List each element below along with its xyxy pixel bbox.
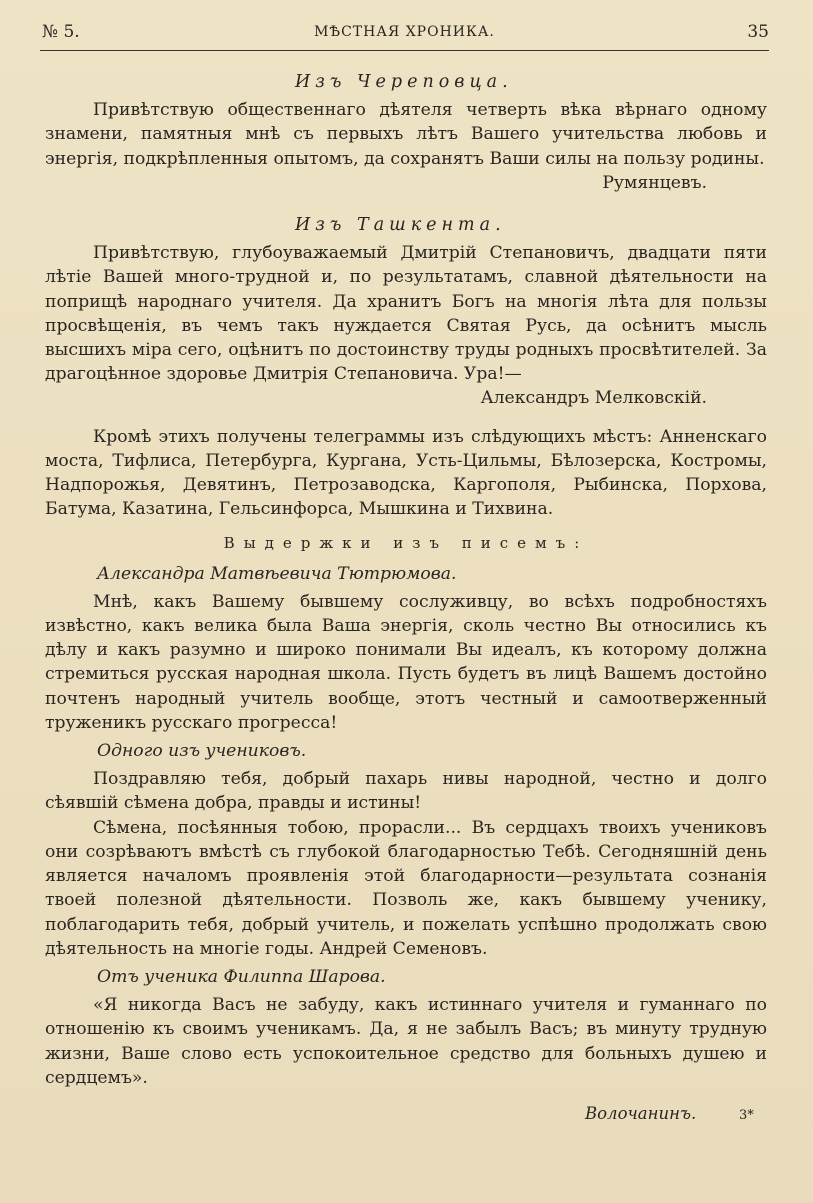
article-body [45,66,767,1090]
subheading-student: Одного изъ учениковъ. [97,741,307,762]
paragraph-sharov: «Я никогда Васъ не забуду, какъ истиннаго учителя и гуманнаго по отношенію къ своимъ ученикамъ. Да, я не забылъ Васъ; въ минуту трудную жизни, Ваше слово есть успокоительное средство для больныхъ душею и сердцемъ». [45,995,767,1088]
signature-mark: 3* [739,1108,754,1123]
paragraph-student-2: Сѣмена, посѣянныя тобою, прорасли... Въ сердцахъ твоихъ учениковъ они созрѣваютъ вмѣстѣ съ глубокой благодарностью Тебѣ. Сегодняшній день является началомъ проявленія этой благодарности—результата сознанія твоей полезной дѣятельности. Позволь же, какъ бывшему ученику, поблагодарить тебя, добрый учитель, и пожелать успѣшно продолжать свою дѣятельность на многіе годы. Андрей Семеновъ. [45,817,767,959]
title-cherepovets: Изъ Череповца. [295,72,513,92]
paragraph-tashkent: Привѣтствую, глубоуважаемый Дмитрій Степановичъ, двадцати пяти лѣтіе Вашей много-трудной и, по результатамъ, славной дѣятельности на поприщѣ народнаго учителя. Да хранитъ Богъ на многія лѣта для пользы просвѣщенія, въ чемъ такъ нуждается Святая Русь, да осѣнитъ мысль высшихъ міра сего, оцѣнитъ по достоинству труды родныхъ просвѣтителей. За драгоцѣнное здоровье Дмитрія Степановича. Ура!— [45,243,767,385]
paragraph-cherepovets: Привѣтствую общественнаго дѣятеля четверть вѣка вѣрнаго одному знамени, памятныя мнѣ съ первыхъ лѣтъ Вашего учительства любовь и энергія, подкрѣпленныя опытомъ, да сохранятъ Ваши силы на пользу родины. [45,100,767,169]
heading-letter-extracts: Выдержки изъ писемъ: [223,534,589,553]
title-tashkent: Изъ Ташкента. [295,215,506,236]
page-header [40,22,769,50]
paragraph-tyutryumov: Мнѣ, какъ Вашему бывшему сослуживцу, во всѣхъ подробностяхъ извѣстно, какъ велика была Ваша энергія, сколь честно Вы относились къ дѣлу и какъ разумно и широко понимали Вы идеалъ, къ которому должна стремиться русская народная школа. Пусть будетъ въ лицѣ Вашемъ достойно почтенъ народный учитель вообще, этотъ честный и самоотверженный труженикъ русскаго прогресса! [45,591,767,733]
signature-rumyantsev: Румянцевъ. [602,172,707,193]
header-rule [40,50,769,51]
issue-number: № 5. [42,22,80,42]
page-number: 35 [747,22,769,42]
section-title: МѢСТНАЯ ХРОНИКА. [314,24,495,40]
signature-melkovsky: Александръ Мелковскій. [480,388,707,409]
next-author-name: Волочанинъ. [585,1104,697,1123]
subheading-tyutryumov: Александра Матвѣевича Тютрюмова. [97,563,457,584]
paragraph-other-telegrams: Кромѣ этихъ получены телеграммы изъ слѣдующихъ мѣстъ: Анненскаго моста, Тифлиса, Петербурга, Кургана, Усть-Цильмы, Бѣлозерска, Костромы, Надпорожья, Девятинъ, Петрозаводска, Каргополя, Рыбинска, Порхова, Батума, Казатина, Гельсинфорса, Мышкина и Тихвина. [45,426,767,520]
paragraph-student-1: Поздравляю тебя, добрый пахарь нивы народной, честно и долго сѣявшій сѣмена добра, правды и истины! [45,769,767,814]
subheading-sharov: Отъ ученика Филиппа Шарова. [97,966,386,987]
